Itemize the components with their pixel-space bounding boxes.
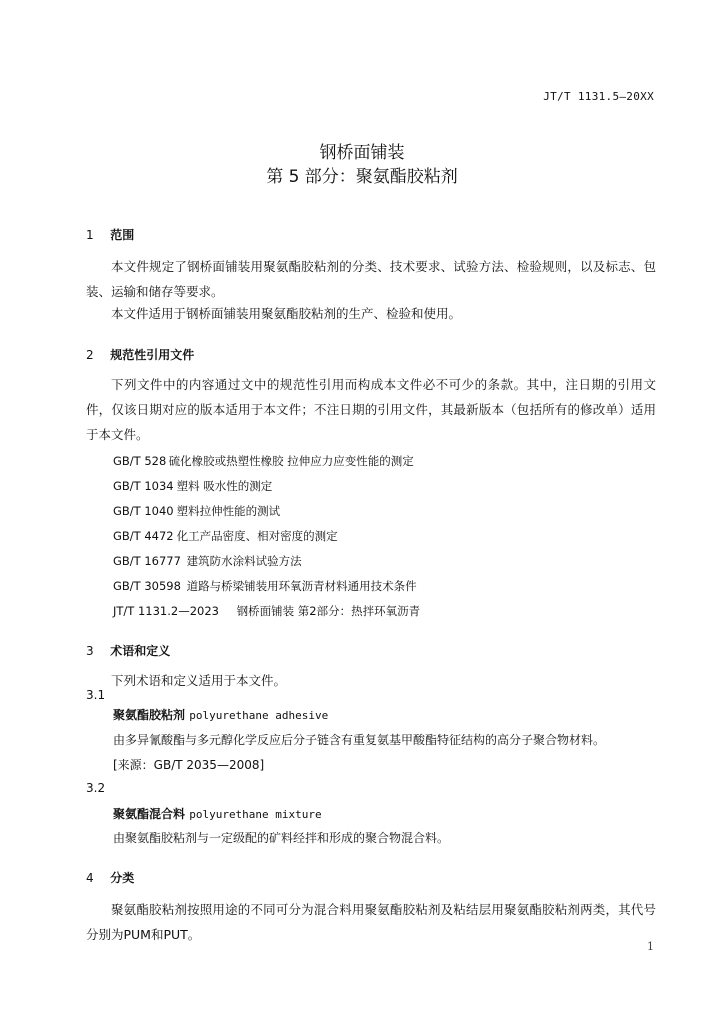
document-number: JT/T 1131.5—20XX — [543, 90, 654, 103]
reference-title: 硫化橡胶或热塑性橡胶 拉伸应力应变性能的测定 — [168, 454, 414, 468]
reference-code: GB/T 4472 — [113, 529, 174, 543]
term-chinese: 聚氨酯混合料 — [113, 807, 186, 821]
term-heading — [113, 805, 322, 822]
reference-item — [113, 528, 338, 544]
section-title: 规范性引用文件 — [110, 348, 195, 362]
term-english: polyurethane mixture — [189, 808, 322, 821]
reference-title: 道路与桥梁铺装用环氧沥青材料通用技术条件 — [186, 579, 417, 593]
section-title: 分类 — [110, 871, 135, 885]
section-2-intro: 下列文件中的内容通过文中的规范性引用而构成本文件必不可少的条款。其中，注日期的引用文件，仅该日期对应的版本适用于本文件；不注日期的引用文件，其最新版本（包括所有的修改单）适用于本文件。 — [86, 377, 656, 442]
page-number: 1 — [647, 940, 654, 953]
reference-item — [113, 453, 414, 469]
reference-item — [113, 478, 272, 494]
section-4-paragraph-1: 聚氨酯胶粘剂按照用途的不同可分为混合料用聚氨酯胶粘剂及粘结层用聚氨酯胶粘剂两类，其代号分别为PUM和PUT。 — [86, 902, 656, 942]
section-number: 1 — [86, 228, 94, 242]
reference-title: 塑料 吸水性的测定 — [176, 479, 273, 493]
reference-title: 建筑防水涂料试验方法 — [186, 554, 302, 568]
reference-item — [113, 578, 417, 594]
term-chinese: 聚氨酯胶粘剂 — [113, 708, 186, 722]
document-subtitle: 第 5 部分：聚氨酯胶粘剂 — [266, 167, 458, 187]
term-source: [来源：GB/T 2035—2008] — [113, 758, 265, 772]
reference-title: 钢桥面铺装 第2部分：热拌环氧沥青 — [236, 604, 421, 618]
section-number: 3 — [86, 644, 94, 658]
term-number: 3.2 — [86, 781, 106, 795]
section-title: 术语和定义 — [110, 644, 171, 658]
reference-code: JT/T 1131.2—2023 — [113, 604, 219, 618]
term-number: 3.1 — [86, 688, 106, 702]
section-number: 2 — [86, 348, 94, 362]
section-3-intro: 下列术语和定义适用于本文件。 — [111, 673, 287, 688]
reference-code: GB/T 1034 — [113, 479, 174, 493]
section-3-heading — [86, 642, 170, 659]
term-definition: 由聚氨酯胶粘剂与一定级配的矿料经拌和形成的聚合物混合料。 — [113, 831, 450, 845]
reference-code: GB/T 528 — [113, 454, 167, 468]
reference-code: GB/T 30598 — [113, 579, 181, 593]
reference-code: GB/T 1040 — [113, 504, 174, 518]
section-1-paragraph-1: 本文件规定了钢桥面铺装用聚氨酯胶粘剂的分类、技术要求、试验方法、检验规则，以及标志、包装、运输和储存等要求。 — [86, 259, 656, 299]
reference-item — [113, 603, 420, 619]
section-1-paragraph-2: 本文件适用于钢桥面铺装用聚氨酯胶粘剂的生产、检验和使用。 — [111, 306, 462, 321]
reference-title: 塑料拉伸性能的测试 — [176, 504, 281, 518]
section-title: 范围 — [110, 228, 135, 242]
term-heading — [113, 706, 328, 723]
section-4-heading — [86, 869, 134, 886]
reference-item — [113, 503, 280, 519]
reference-code: GB/T 16777 — [113, 554, 181, 568]
reference-title: 化工产品密度、相对密度的测定 — [176, 529, 338, 543]
term-english: polyurethane adhesive — [189, 709, 329, 722]
section-2-heading — [86, 346, 194, 363]
document-title: 钢桥面铺装 — [319, 143, 405, 163]
section-1-heading — [86, 226, 134, 243]
reference-item — [113, 553, 302, 569]
term-definition: 由多异氰酸酯与多元醇化学反应后分子链含有重复氨基甲酸酯特征结构的高分子聚合物材料。 — [113, 733, 606, 747]
section-number: 4 — [86, 871, 94, 885]
